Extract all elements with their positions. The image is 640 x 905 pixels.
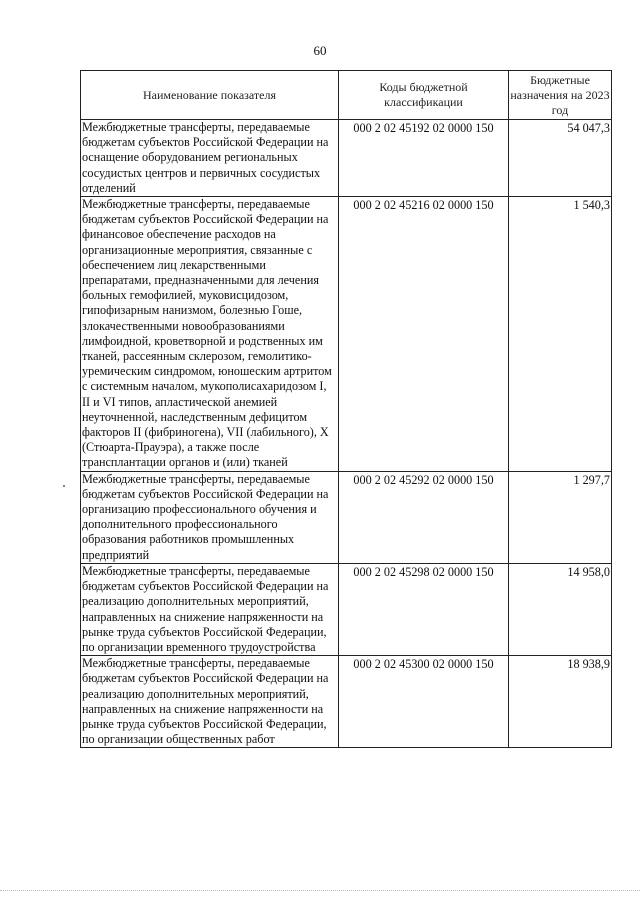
row-code: 000 2 02 45298 02 0000 150	[339, 563, 509, 655]
header-name: Наименование показателя	[81, 71, 339, 120]
row-sum: 1 297,7	[509, 471, 612, 563]
header-row	[81, 71, 612, 120]
row-code: 000 2 02 45300 02 0000 150	[339, 656, 509, 748]
row-sum: 54 047,3	[509, 120, 612, 197]
budget-table	[80, 70, 612, 748]
table-body	[81, 120, 612, 748]
table-row	[81, 120, 612, 197]
row-code: 000 2 02 45292 02 0000 150	[339, 471, 509, 563]
row-sum: 18 938,9	[509, 656, 612, 748]
row-sum: 14 958,0	[509, 563, 612, 655]
row-code: 000 2 02 45192 02 0000 150	[339, 120, 509, 197]
header-sum: Бюджетные назначения на 2023 год	[509, 71, 612, 120]
row-name: Межбюджетные трансферты, передаваемые бюджетам субъектов Российской Федерации на организацию профессионального обучения и дополнительного профессионального образования работников промышленных предприятий	[81, 471, 339, 563]
row-name: Межбюджетные трансферты, передаваемые бюджетам субъектов Российской Федерации на финансовое обеспечение расходов на организационные мероприятия, связанные с обеспечением лиц лекарственными препаратами, предназначенными для лечения больных гемофилией, муковисцидозом, гипофизарным нанизмом, болезнью Гоше, злокачественными новообразованиями лимфоидной, кроветворной и родственных им тканей, рассеянным склерозом, гемолитико-уремическим синдромом, юношеским артритом с системным началом, мукополисахаридозом I, II и VI типов, апластической анемией неуточненной, наследственным дефицитом факторов II (фибриногена), VII (лабильного), X (Стюарта-Прауэра), а также после трансплантации органов и (или) тканей	[81, 197, 339, 472]
row-sum: 1 540,3	[509, 197, 612, 472]
scan-artifact-line	[0, 890, 640, 893]
row-name: Межбюджетные трансферты, передаваемые бюджетам субъектов Российской Федерации на реализацию дополнительных мероприятий, направленных на снижение напряженности на рынке труда субъектов Российской Федерации, по организации общественных работ	[81, 656, 339, 748]
table-row	[81, 471, 612, 563]
header-code: Коды бюджетной классификации	[339, 71, 509, 120]
table-row	[81, 656, 612, 748]
table-row	[81, 563, 612, 655]
table-header	[81, 71, 612, 120]
page-number: 60	[313, 43, 327, 58]
row-name: Межбюджетные трансферты, передаваемые бюджетам субъектов Российской Федерации на оснащение оборудованием региональных сосудистых центров и первичных сосудистых отделений	[81, 120, 339, 197]
table-row	[81, 197, 612, 472]
scan-artifact-dot	[63, 485, 65, 487]
row-name: Межбюджетные трансферты, передаваемые бюджетам субъектов Российской Федерации на реализацию дополнительных мероприятий, направленных на снижение напряженности на рынке труда субъектов Российской Федерации, по организации временного трудоустройства	[81, 563, 339, 655]
row-code: 000 2 02 45216 02 0000 150	[339, 197, 509, 472]
